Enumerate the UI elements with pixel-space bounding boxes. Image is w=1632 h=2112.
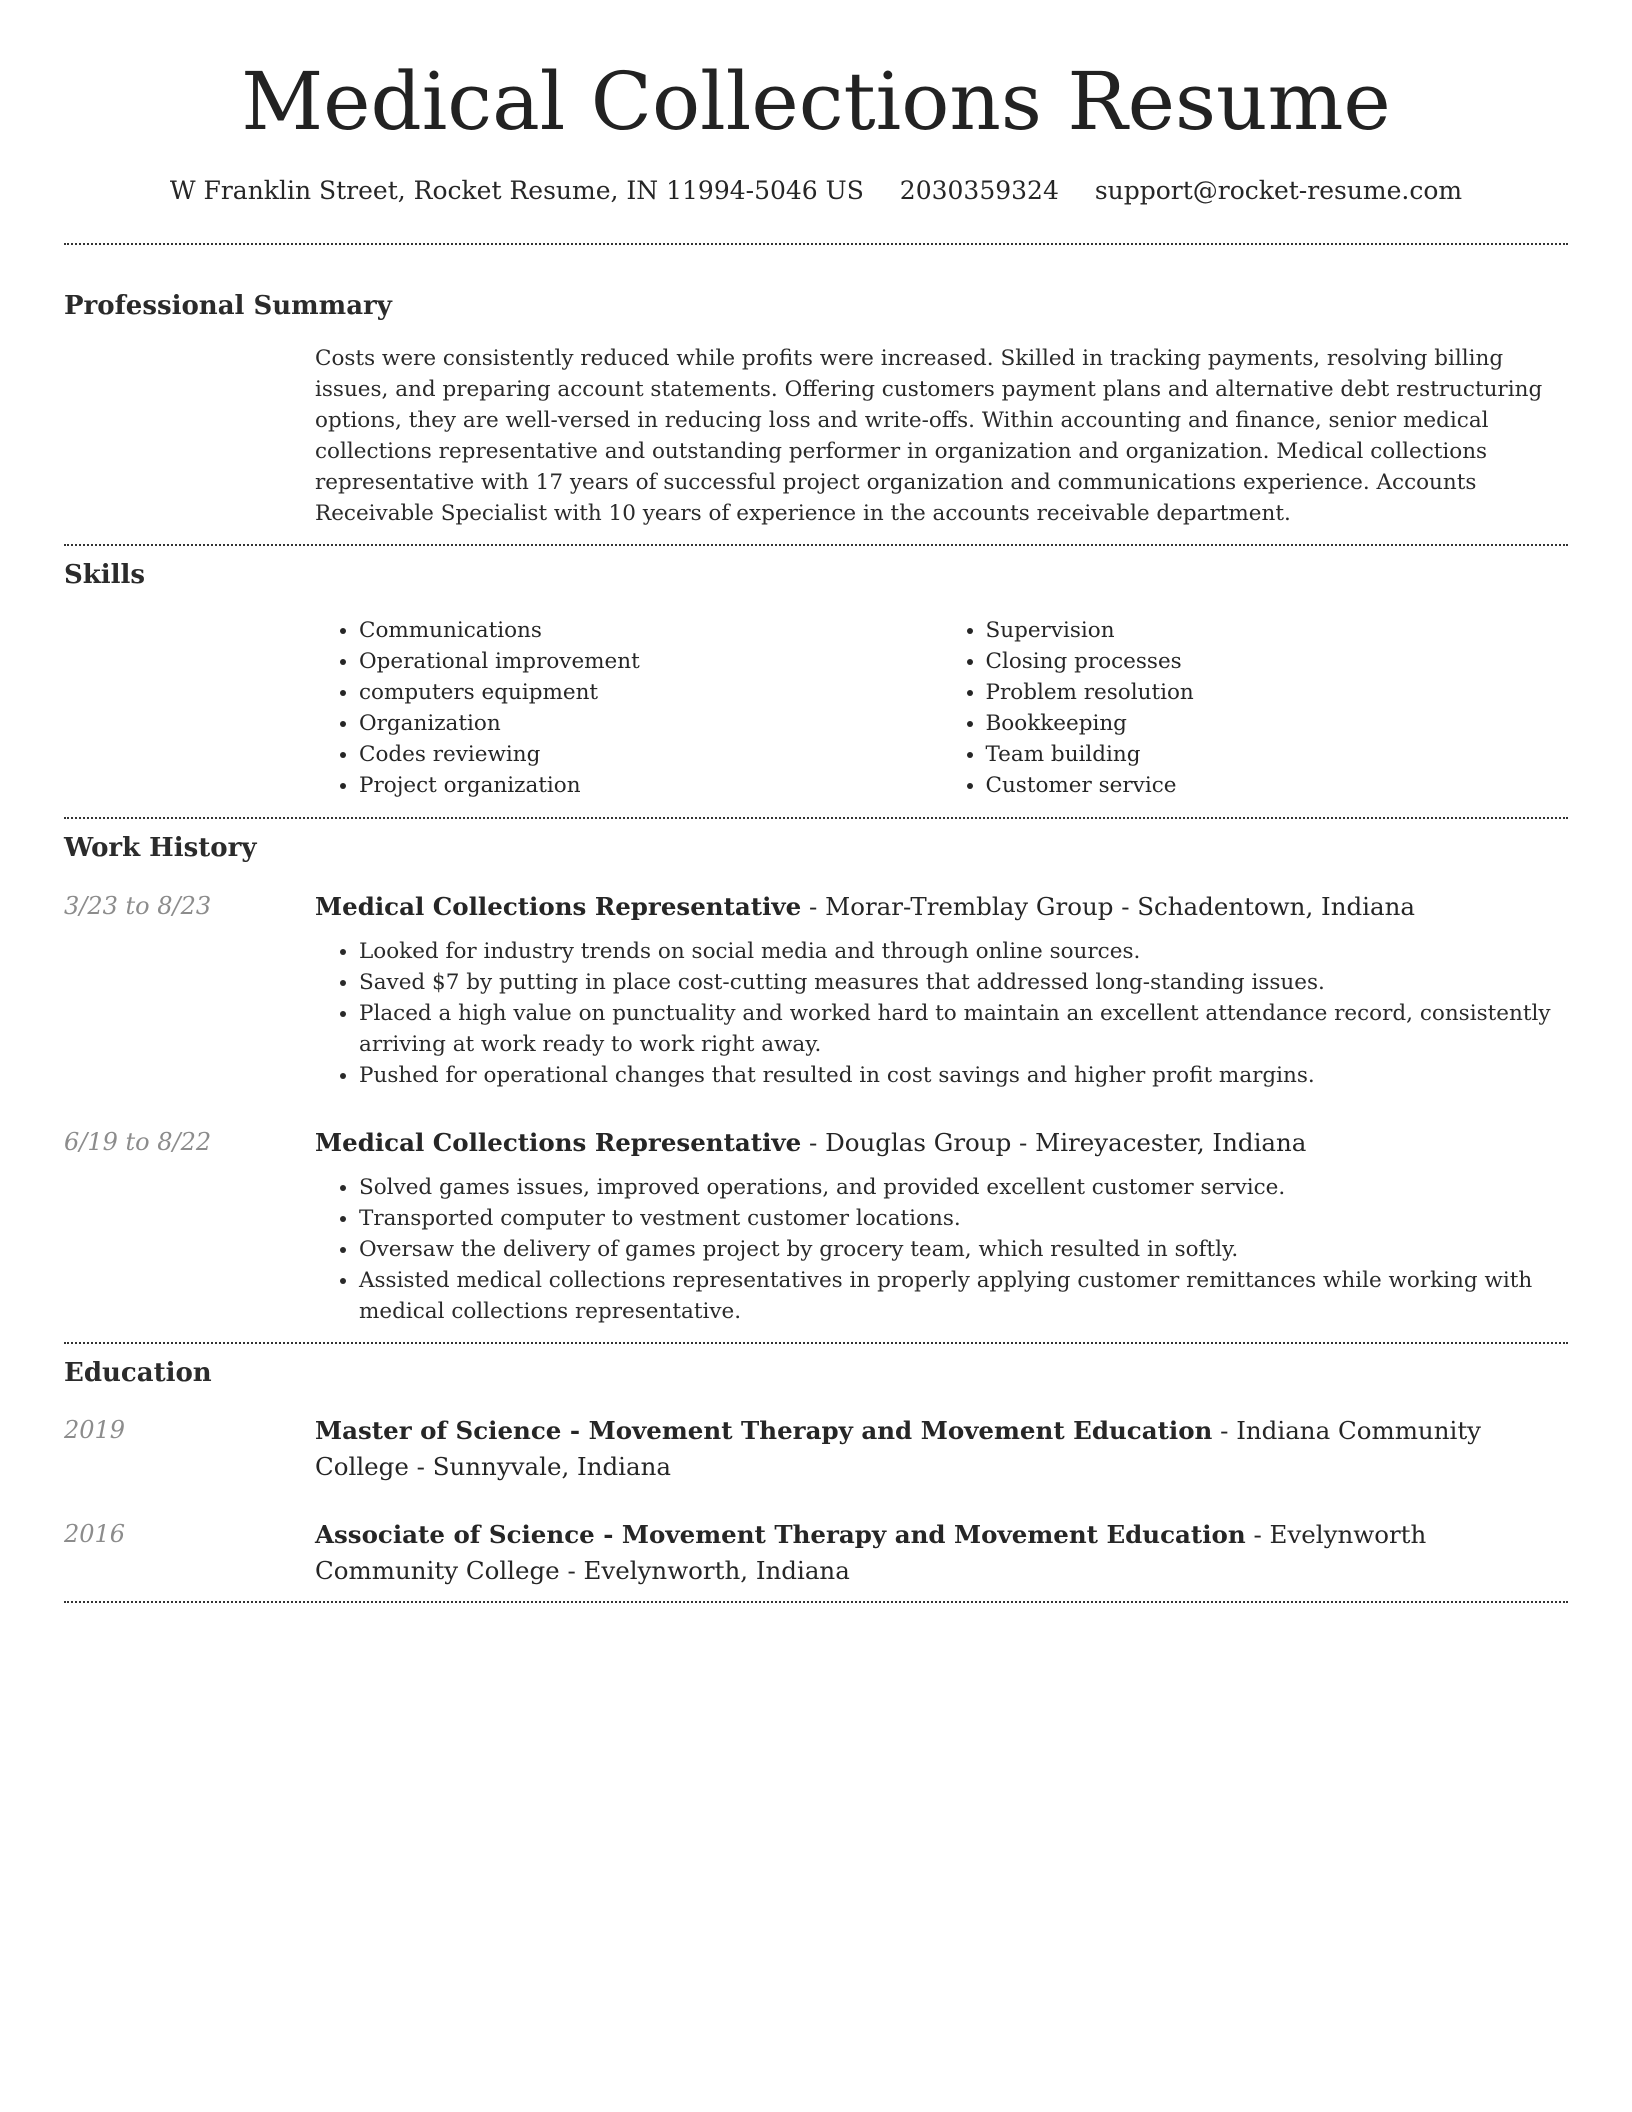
work-bullet: • Solved games issues, improved operations, and provided excellent customer service. [359, 1172, 1568, 1203]
work-heading [315, 1125, 1568, 1160]
education-entry [64, 1517, 1568, 1589]
skill-item: • Supervision [986, 615, 1569, 646]
skill-item: • Communications [359, 615, 942, 646]
section-title-education: Education [64, 1358, 212, 1388]
work-dates: 3/23 to 8/23 [64, 892, 212, 920]
skills-list [315, 615, 1568, 801]
skill-item: • Closing processes [986, 646, 1569, 677]
education-year: 2016 [64, 1520, 126, 1548]
skill-item: • Team building [986, 739, 1569, 770]
work-heading [315, 889, 1568, 924]
resume-title: Medical Collections Resume [241, 55, 1391, 148]
work-entry [64, 889, 1568, 1091]
work-bullet: • Transported computer to vestment customer locations. [359, 1203, 1568, 1234]
education-entry-body [315, 1517, 1568, 1589]
work-bullet: • Pushed for operational changes that resulted in cost savings and higher profit margins. [359, 1060, 1568, 1091]
skill-item: • Project organization [359, 770, 942, 801]
resume-page [64, 0, 1568, 1603]
skill-item: • Problem resolution [986, 677, 1569, 708]
work-bullets [315, 1172, 1568, 1327]
work-bullet: • Assisted medical collections representatives in properly applying customer remittances while working with medical collections representative. [359, 1265, 1568, 1327]
job-employer-location: - Morar-Tremblay Group - Schadentown, Indiana [801, 892, 1416, 921]
education-year: 2019 [64, 1416, 126, 1444]
work-bullet: • Saved $7 by putting in place cost-cutting measures that addressed long-standing issues. [359, 967, 1568, 998]
section-title-skills: Skills [64, 560, 146, 590]
degree: Associate of Science - Movement Therapy and Movement Education [315, 1520, 1246, 1549]
contact-phone: 2030359324 [899, 176, 1059, 205]
skill-item: • computers equipment [359, 677, 942, 708]
contact-email: support@rocket-resume.com [1094, 176, 1463, 205]
work-bullet: • Looked for industry trends on social media and through online sources. [359, 936, 1568, 967]
skill-item: • Operational improvement [359, 646, 942, 677]
education-entry-body [315, 1413, 1568, 1485]
divider [64, 817, 1568, 819]
work-entry [64, 1125, 1568, 1327]
job-employer-location: - Douglas Group - Mireyacester, Indiana [801, 1128, 1307, 1157]
summary-text: Costs were consistently reduced while profits were increased. Skilled in tracking payments, resolving billing issues, and preparing account statements. Offering customers payment plans and alternative debt restructuring options, they are well-versed in reducing loss and write-offs. Within accounting and finance, senior medical collections representative and outstanding performer in organization and organization. Medical collections representative with 17 years of successful project organization and communications experience. Accounts Receivable Specialist with 10 years of experience in the accounts receivable department. [315, 346, 1543, 526]
degree: Master of Science - Movement Therapy and Movement Education [315, 1416, 1213, 1445]
skill-item: • Organization [359, 708, 942, 739]
work-bullet: • Oversaw the delivery of games project by grocery team, which resulted in softly. [359, 1234, 1568, 1265]
section-title-work-history: Work History [64, 833, 257, 863]
contact-address: W Franklin Street, Rocket Resume, IN 11994-5046 US [169, 176, 864, 205]
divider [64, 1342, 1568, 1344]
skill-item: • Customer service [986, 770, 1569, 801]
work-bullet: • Placed a high value on punctuality and worked hard to maintain an excellent attendance record, consistently arriving at work ready to work right away. [359, 998, 1568, 1060]
skills-column-right [942, 615, 1569, 801]
education-heading [315, 1413, 1568, 1485]
job-role: Medical Collections Representative [315, 892, 802, 921]
work-entry-body [315, 889, 1568, 1091]
school-location: - Evelynworth Community College - Evelynworth, Indiana [315, 1520, 1427, 1585]
section-title-summary: Professional Summary [64, 291, 392, 321]
skills-column-left [315, 615, 942, 801]
contact-line [64, 174, 1568, 208]
education-heading [315, 1517, 1568, 1589]
school-location: - Indiana Community College - Sunnyvale, Indiana [315, 1416, 1482, 1481]
work-bullets [315, 936, 1568, 1091]
education-entry [64, 1413, 1568, 1485]
skill-item: • Codes reviewing [359, 739, 942, 770]
divider [64, 243, 1568, 245]
work-entry-body [315, 1125, 1568, 1327]
job-role: Medical Collections Representative [315, 1128, 802, 1157]
skill-item: • Bookkeeping [986, 708, 1569, 739]
work-dates: 6/19 to 8/22 [64, 1128, 212, 1156]
divider [64, 544, 1568, 546]
divider [64, 1601, 1568, 1603]
